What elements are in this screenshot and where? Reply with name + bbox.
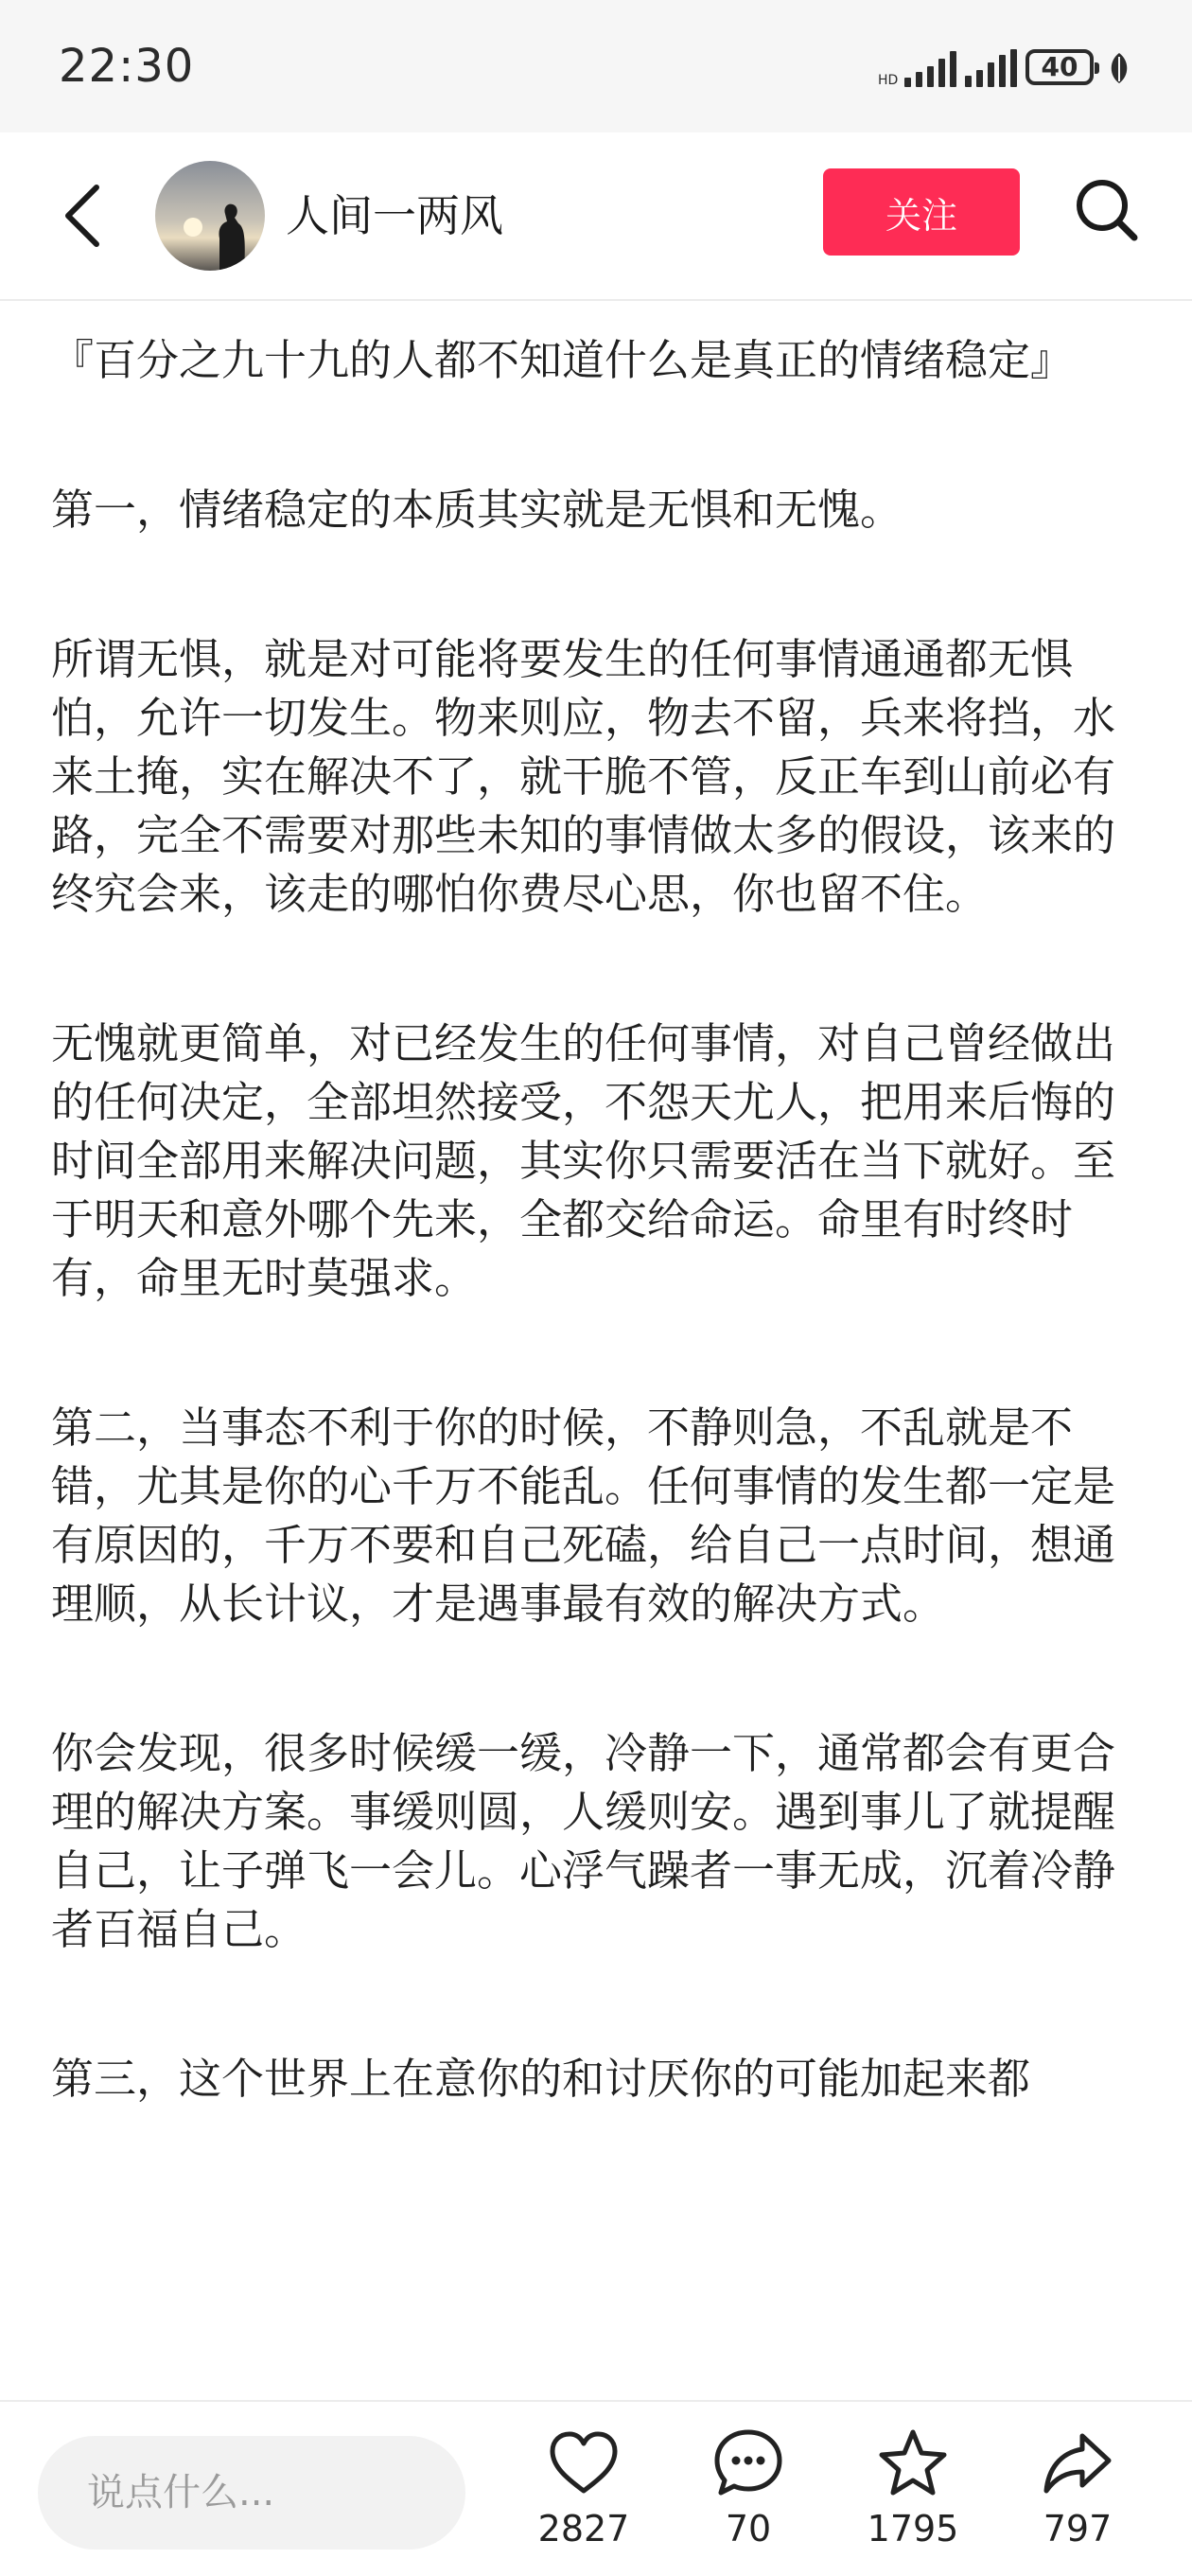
like-button[interactable]: [513, 2426, 655, 2568]
status-bar: [0, 0, 1192, 132]
follow-button[interactable]: 关注: [823, 168, 1020, 256]
comment-bubble-icon: [711, 2426, 785, 2500]
heart-icon: [547, 2426, 621, 2500]
search-button[interactable]: [1069, 172, 1145, 248]
article-paragraph: 第二，当事态不利于你的时候，不静则急，不乱就是不错，尤其是你的心千万不能乱。任何事情的发生都一定是有原因的，千万不要和自己死磕，给自己一点时间，想通理顺，从长计议，才是遇事最有效的解决方式。: [51, 1403, 1116, 1629]
article-paragraph: 无愧就更简单，对已经发生的任何事情，对自己曾经做出的任何决定，全部坦然接受，不怨天尤人，把用来后悔的时间全部用来解决问题，其实你只需要活在当下就好。至于明天和意外哪个先来，全都交给命运。命里有时终时有，命里无时莫强求。: [51, 1018, 1116, 1303]
username[interactable]: 人间一两风: [286, 190, 503, 241]
signal-hd-icon: [878, 49, 956, 87]
article-title: 『百分之九十九的人都不知道什么是真正的情绪稳定』: [51, 335, 1074, 385]
search-icon: [1074, 177, 1140, 243]
avatar[interactable]: [155, 161, 265, 271]
bottom-action-bar: [0, 2400, 1192, 2576]
leaf-icon: [1107, 51, 1131, 85]
header: [0, 132, 1192, 301]
favorite-button[interactable]: [842, 2426, 984, 2568]
article-paragraph: 你会发现，很多时候缓一缓，冷静一下，通常都会有更合理的解决方案。事缓则圆，人缓则安。遇到事儿了就提醒自己，让子弹飞一会儿。心浮气躁者一事无成，沉着冷静者百福自己。: [51, 1728, 1116, 1954]
comment-button[interactable]: [677, 2426, 819, 2568]
like-count: 2827: [537, 2508, 630, 2550]
avatar-image: [155, 161, 265, 271]
back-button[interactable]: [49, 178, 115, 254]
back-arrow-icon: [61, 182, 104, 250]
signal-label: HD: [878, 73, 899, 88]
article-body: [51, 331, 1139, 2404]
status-time: 22:30: [59, 40, 195, 93]
battery-icon: [1025, 49, 1094, 85]
share-button[interactable]: [1007, 2426, 1148, 2568]
comment-input[interactable]: [38, 2436, 465, 2550]
battery-level: 40: [1041, 51, 1078, 82]
article-paragraph: 所谓无惧，就是对可能将要发生的任何事情通通都无惧怕，允许一切发生。物来则应，物去不留，兵来将挡，水来土掩，实在解决不了，就干脆不管，反正车到山前必有路，完全不需要对那些未知的事情做太多的假设，该来的终究会来，该走的哪怕你费尽心思，你也留不住。: [51, 634, 1116, 919]
share-count: 797: [1043, 2508, 1113, 2550]
signal-icon: [965, 49, 1017, 87]
star-icon: [876, 2426, 950, 2500]
comment-count: 70: [725, 2508, 772, 2550]
favorite-count: 1795: [867, 2508, 959, 2550]
article-paragraph: 第一，情绪稳定的本质其实就是无惧和无愧。: [51, 485, 903, 535]
share-arrow-icon: [1041, 2426, 1114, 2500]
article-paragraph: 第三，这个世界上在意你的和讨厌你的可能加起来都: [51, 2054, 1031, 2104]
